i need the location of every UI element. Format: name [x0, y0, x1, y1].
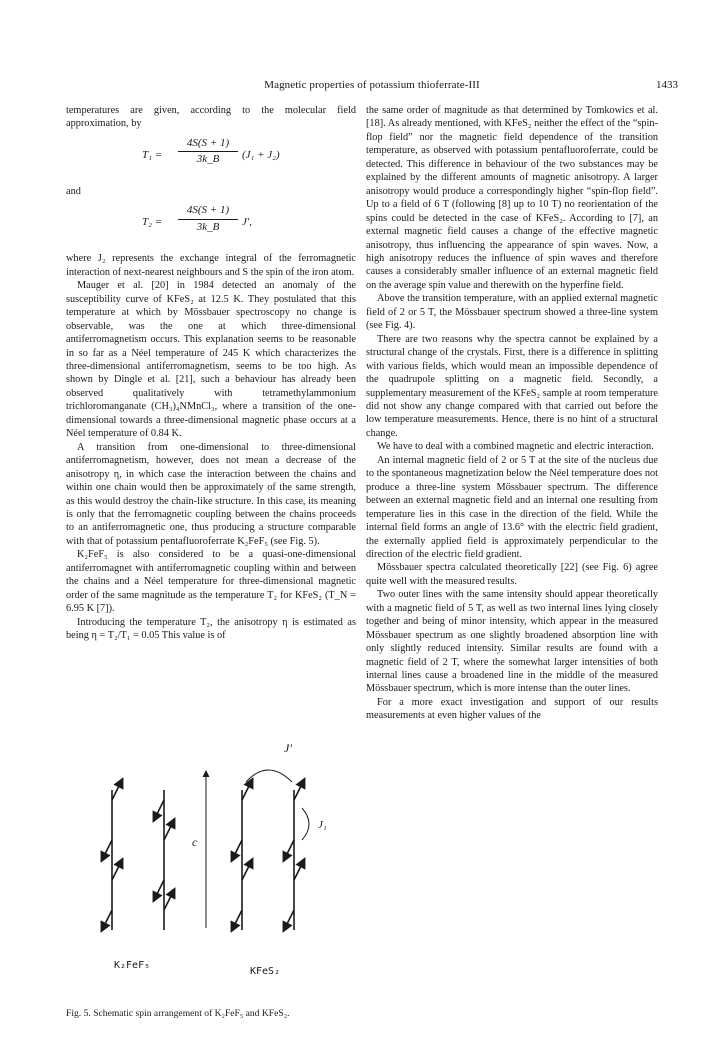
paragraph: where J₂ represents the exchange integral of the ferromagnetic interaction of next-nearest neighbours and S the spin of the iron atom. — [66, 253, 356, 278]
paragraph: A transition from one-dimensional to three-dimensional antiferromagnetism, however, does not mean a decrease of the anisotropy η, in which case the interaction between the chains and within one chain would then be approximately of the same strength, as this would destroy the chain-like structure. In this case, its meaning is only that the ferromagnetic coupling between the chains proceeds to an antiferromagnetic one, thus producing a structure comparable with that of potassium pentafluoroferrate K₂FeF₅ (see Fig. 5). — [66, 441, 356, 547]
right-column — [366, 104, 658, 723]
paragraph: Introducing the temperature T₂, the anisotropy η is estimated as being η = T₂/T₁ = 0.05 This value is of — [66, 616, 356, 642]
fraction-numerator: 4S(S + 1) — [178, 137, 238, 152]
label-c-axis: c — [192, 835, 198, 849]
paragraph: There are two reasons why the spectra cannot be explained by a structural change of the crystals. First, there is a difference in splitting with various fields, which would mean an impossible dependence of the quadrupole splitting on a magnetic field. Secondly, a supplementary measurement of the KFeS₂ sample at room temperature did not show any change compared with that carried out before the low temperature measurements. Hence, there is no hint of a structural change. — [366, 333, 658, 439]
page-header — [66, 79, 678, 95]
k2fef5-spin-chains — [102, 780, 174, 930]
paragraph: For a more exact investigation and support of our results measurements at even higher values of the — [366, 696, 658, 722]
page-number: 1433 — [656, 79, 678, 91]
fraction-denominator: 3k_B — [196, 220, 220, 233]
paragraph: Mössbauer spectra calculated theoretically [22] (see Fig. 6) agree quite well with the measured results. — [366, 562, 658, 587]
equation-rhs: J′, — [242, 216, 253, 229]
equation-fraction — [178, 204, 238, 234]
paragraph: Mauger et al. [20] in 1984 detected an anomaly of the susceptibility curve of KFeS₂ at 12.5 K. They postulated that this temperature at which by Mössbauer spectroscopy no change is observable, was the one at which three-dimensional antiferromagnetism occurs. This explanation seems to be reasonable in so far as a Néel temperature of 245 K which characterizes the three-dimensional antiferromagnetism, seems to be too high. As shown by Dingle et al. [21], such a behaviour has already been observed qualitatively with tetramethylammonium trichloromanganate (CH₃)₄NMnCl₃, where a transition of the one-dimensional towards a three-dimensional magnetic phase occurs at a Néel temperature of 0.84 K. — [66, 280, 356, 440]
fraction-numerator: 4S(S + 1) — [178, 204, 238, 219]
connector-word: and — [66, 185, 81, 197]
equation-lhs: T₂ = — [142, 216, 163, 229]
paragraph: An internal magnetic field of 2 or 5 T at the site of the nucleus due to the spontaneous magnetization below the Néel temperature does not produce a three-line system Mössbauer spectrum. The difference between an external magnetic field and an internal one resulting from temperature lies in this case in the direction of the field. While the internal field forms an angle of 13.6° with the electric field gradient, the externally applied field is approximately perpendicular to the direction of the electric field gradient. — [366, 454, 658, 560]
fraction-denominator: 3k_B — [196, 153, 220, 166]
paragraph: temperatures are given, according to the molecular field approximation, by — [66, 105, 356, 130]
paragraph: We have to deal with a combined magnetic and electric interaction. — [377, 441, 654, 453]
figure-5 — [66, 700, 356, 1000]
running-title: Magnetic properties of potassium thioferrate-III — [264, 79, 480, 91]
label-kfes2: KFeS₂ — [250, 966, 281, 977]
paragraph: the same order of magnitude as that determined by Tomkowics et al. [18]. As already mentioned, with KFeS₂ neither the effect of the “spin-flop field” nor the magnetic field dependence of the transition temperature, as observed with potassium pentafluoroferrate, could be detected. This difference in behaviour of the two substances may be explained by the different amounts of magnetic anisotropy. A larger anisotropy would produce a correspondingly higher “spin-flop field”. Up to a field of 6 T (following [8] up to 10 T) no reorientation of the spins could be detected in the case of KFeS₂. According to [7], an external magnetic field causes a change of the effective magnetic anisotropy, thus influencing the appearance of spin waves. Now, a high anisotropy reduces the influence of spin waves and therefore causes a considerably smaller influence of an external magnetic field on the average spin value and therewith on the hyperfine field. — [366, 105, 658, 291]
equation-t2 — [66, 202, 356, 248]
paragraph: Above the transition temperature, with an applied external magnetic field of 2 or 5 T, the Mössbauer spectrum showed a three-line system (see Fig. 4). — [366, 293, 658, 332]
equation-rhs: (J₁ + J₂) — [242, 148, 280, 161]
label-k2fef5: K₂FeF₅ — [114, 960, 151, 971]
spin-arrangement-diagram — [66, 700, 356, 1000]
equation-t1 — [66, 135, 356, 181]
label-j1: J₁ — [318, 819, 327, 831]
paragraph: Two outer lines with the same intensity should appear theoretically with a magnetic field of 5 T, as well as two internal lines lying closely together and being of minor intensity, which appear in the measured Mössbauer spectrum as one slightly broadened absorption line with only slightly reduced intensity. Similar results are found with a magnetic field of 2 T, where the somewhat larger intensities of both internal lines cause a broadened line in the middle of the measured Mössbauer spectrum, which is more intense than the outer lines. — [366, 589, 658, 695]
label-j-prime: J′ — [284, 741, 292, 755]
figure-caption: Fig. 5. Schematic spin arrangement of K₂FeF₅ and KFeS₂. — [66, 1008, 290, 1019]
equation-fraction — [178, 137, 238, 167]
equation-lhs: T₁ = — [142, 148, 163, 161]
left-column — [66, 104, 356, 643]
kfes2-spin-chains — [232, 770, 309, 930]
paragraph: K₂FeF₅ is also considered to be a quasi-one-dimensional antiferromagnet with antiferromagnetic coupling within and between the chains and a Néel temperature for three-dimensional magnetic order of the same magnitude as the temperature T₂ for KFeS₂ (T_N = 6.95 K [7]). — [66, 549, 356, 615]
